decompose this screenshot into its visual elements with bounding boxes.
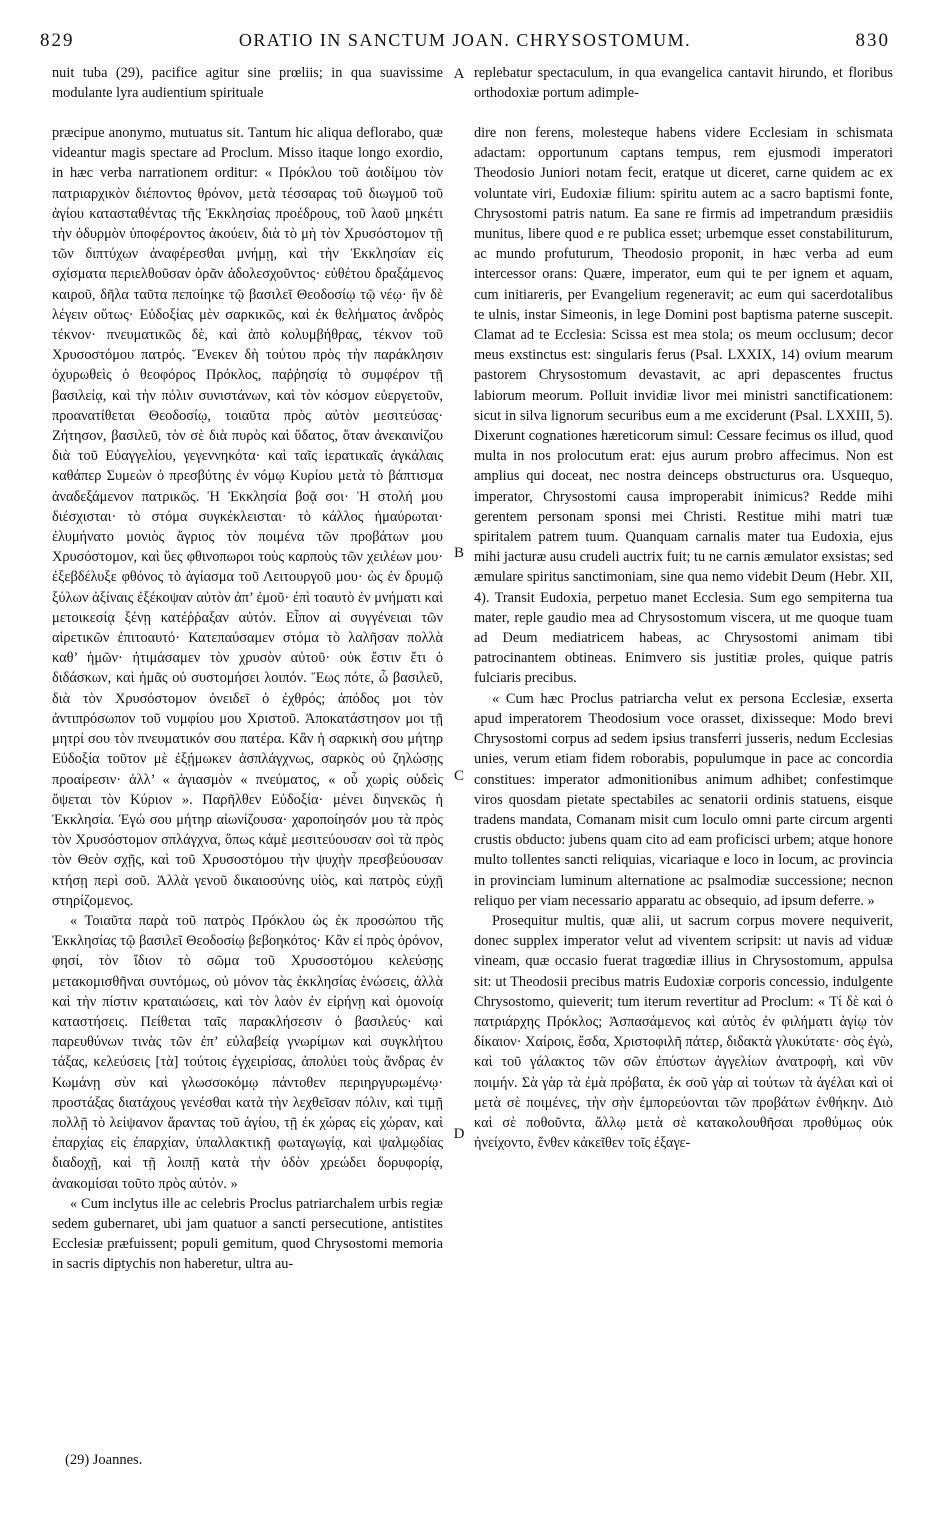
footnote: (29) Joannes. — [65, 1452, 143, 1468]
right-paragraph-2: « Cum hæc Proclus patriarcha velut ex persona Ecclesiæ, exserta apud imperatorem Theodosium voce orasset, dixisseque: Modo brevi Chrysostomi corpus ad sedem ipsius transferri jusseris, nedum Ecclesias unies, verum etiam fidem roborabis, populumque in pace ac concordia constitues: imperator admonitionibus animum adhibet; confestimque viros quosdam pietate spectabiles ac senatorii ordinis statuens, eisque tradens mandata, Comanam misit cum loculo omni parte circum argenti crustis obducto: jubens quam cito ad eam proficisci urbem; atque honore multo tollentes sancti reliquias, vicariaque e loco in locum, ac provincia in provinciam luminum alternatione ac psalmodiæ successione; necnon reliquo per viam necessario apparatu ac obsequio, ad ipsum deferre. » — [474, 690, 893, 909]
right-column — [474, 123, 893, 1153]
top-left-text — [52, 63, 443, 103]
top-left-paragraph: nuit tuba (29), pacifice agitur sine prœliis; in qua suavissime modulante lyra audientium spirituale — [52, 65, 443, 102]
left-paragraph-3: « Cum inclytus ille ac celebris Proclus patriarchalem urbis regiæ sedem gubernaret, ubi jam quatuor a sancti persecutione, antistites Ecclesiæ præfuissent; populi gemitum, quod Chrysostomi memoria in sacris diptychis non haberetur, ultra au- — [52, 1195, 443, 1273]
left-paragraph-1: præcipue anonymo, mutuatus sit. Tantum hic aliqua deflorabo, quæ videantur magis spectare ad Proclum. Misso itaque longo exordio, in hæc verba narrationem orditur: « Πρόκλου τοῦ ἀοιδίμου τὸν πατριαρχικὸν διέποντος θρόνον, μετὰ τέσσαρας τοῦ διωγμοῦ τοῦ ἁγίου κατασταθέντας τῆς Ἐκκλησίας προέδρους, τοῦ λαοῦ μηκέτι τὴν ὀδυρμὸν ὑποφέροντος ἀκούειν, διὰ τὸ μὴ τὸν Χρυσόστομον τῇ τῶν διπτύχων ἀναφέρεσθαι μνήμῃ, καὶ τὴν Ἐκκλησίαν εἰς σχίσματα περιελθοῦσαν ὁρᾶν ἀδολεσχοῦντος· εὐθέτου δραξάμενος καιροῦ, δῆλα ταῦτα πεποίηκε τῷ βασιλεῖ Θεοδοσίῳ τῷ νέῳ· ἣν δὲ λέγειν οὕτως· Εὐδοξίας μὲν σαρκικῶς, καὶ ἐκ θελήματος ἀνδρὸς τέκνον· πνευματικῶς δὲ, καὶ ἀπὸ κολυμβήθρας, τέκνον τοῦ Χρυσοστόμου πατρός. Ἕνεκεν δὴ τούτου πρὸς τὴν παράκλησιν ὀχυρωθεὶς ὁ θεοφόρος Πρόκλος, παῤῥησίᾳ τὸ συμφέρον τῇ βασιλείᾳ, καὶ τὴν πόλιν συνιστάνων, καὶ τὸν κόσμον εὐεργετοῦν, προανατίθεται Θεοδοσίῳ, τοιαῦτα πρὸς αὐτὸν μεσιτεύσας· Ζήτησον, βασιλεῦ, τὸν σὲ διὰ πυρὸς καὶ ὕδατος, ὅταν ἀνεκαινίζου διὰ τοῦ Εὐαγγελίου, γεγεννηκότα· καὶ ταῖς ἱερατικαῖς ἀγκάλαις καθάπερ Συμεὼν ὁ πρεσβύτης ἐν νόμῳ Κυρίου μετὰ τὸ βάπτισμα ἀναδεξάμενον πατρικῶς. Ἡ Ἐκκλησία βοᾷ σοι· Ἡ στολή μου διέσχισται· τὸ στόμα συγκέκλεισται· τὸ κάλλος ἠμαύρωται· ἐλυμήνατο μονιὸς ἄγριος τὸν ποιμένα τῶν προβάτων μου Χρυσόστομον, καὶ ὕες φθινοπωροι τοὺς καρποὺς τῶν χειλέων μου· ἐξεβδέλυξε φθόνος τὸ ἁγίασμα τοῦ Λειτουργοῦ μου· ὡς ἐν δρυμῷ ξύλων ἀξίναις ἐξέκοψαν αὐτὸν ἀπ’ ἐμοῦ· ἐπὶ τοαυτὸ ἐν μνήματι καὶ μετοικεσίᾳ ξένῃ κατέῤῥαξαν αὐτόν. Εἶπον αἱ συγγένειαι τῶν αἱρετικῶν ἐπιτοαυτό· Κατεπαύσαμεν στόμα τὸ λαλῆσαν πολλὰ καθ’ ἡμῶν· ἠτιμάσαμεν τὸν χρυσὸν αὐτοῦ· οὐκ ἔστιν ἔτι ὁ διδάσκων, καὶ ἡμᾶς οὐ συστομήσει λοιπόν. Ἕως πότε, ὦ βασιλεῦ, διὰ τὸν Χρυσόστομον ὀνειδεῖ ὁ ἐχθρός; ἀπόδος μοι τὸν ἀντιπρόσωπον τοῦ νυμφίου μου Χριστοῦ. Ἀποκατάστησον μοι τῇ μητρί σου τὸν πνευματικόν σου πατέρα. Κἂν ἡ σαρκικὴ σου μήτηρ Εὐδοξία τοῦτον μὲ ἐξῄμωκεν ἀσπλάγχνως, σαρκὸς οὐ ζηλώσῃς προαίρεσιν· ἀλλ’ « ἁγιασμὸν « πνεύματος, « οὗ χωρὶς οὐδεὶς ὄψεται τὸν Κύριον ». Παρῆλθεν Εὐδοξία· μένει διηνεκῶς ἡ Ἐκκλησία. Ἐγώ σου μήτηρ αἰωνίζουσα· χαροποίησόν μου τὰ πρὸς τὸν Χρυσόστομον σπλάγχνα, ὅπως κἀμὲ μεσιτεύουσαν σοὶ τὰ πρὸς τὸν Θεὸν σχῇς, καὶ τοῦ Χρυσοστόμου τὴν ψυχὴν πρεσβεύουσαν κτήσῃ περὶ σοῦ. Ἀλλὰ γενοῦ δικαιοσύνης υἱὸς, καὶ πατρὸς εὐχῇ στηρίζομενος. — [52, 125, 443, 909]
margin-marker-a: A — [453, 66, 465, 82]
margin-marker-b: B — [453, 545, 464, 561]
running-header — [40, 30, 890, 56]
right-paragraph-3: Prosequitur multis, quæ alii, ut sacrum corpus movere nequiverit, donec supplex imperator velut ad viventem scripsit: ut navis ad viduæ vineam, quæ occasio fuerat tragœdiæ illius in Chrysostomum, appulsa sit: ut Theodosii precibus matris Eudoxiæ corporis concessio, indulgente Chrysostomo, quieverit; tum iterum revertitur ad Proclum: « Τί δὲ καὶ ὁ πατριάρχης Πρόκλος; Ἀσπασάμενος καὶ αὐτὸς ἐν φιλήματι ἁγίῳ τὸν δίκαιον· Χαίροις, ἔσδα, Χριστοφιλῆ πάτερ, διδακτὰ γλυκύτατε· σὸς ἐγὼ, καὶ τοῦ γάλακτος τῶν σῶν ἐπύστων ἀγγελίων ἀνατροφὴ, καὶ νῦν ποιμήν. Σὰ γὰρ τὰ ἐμὰ πρόβατα, ἐκ σοῦ γὰρ αἱ τούτων τὰ ἀγέλαι καὶ οἱ μετὰ σὲ ποιμένες, τὴν σὴν ἐμπορεύονται τῶν προβάτων ἐνθήκην. Διὸ καὶ σὲ ποθοῦντα, ἄλλῳ μετὰ σὲ κατακολουθῆσαι προθύμως οὐκ ἠνείχοντο, ἔνθεν κἀκεῖθεν τοῖς ἐξαγε- — [474, 912, 893, 1152]
right-paragraph-1: dire non ferens, molesteque habens videre Ecclesiam in schismata adactam: opportunum captans tempus, rem ejusmodi imperatori Theodosio Juniori notam fecit, eratque ut diceret, carne quidem ac ex voluntate viri, Eudoxiæ filium: spiritu autem ac a sacro baptismi fonte, Chrysostomi patris natum. Ea sane re firmis ad impetrandum præsidiis munitus, libere quod e re publica esset; urbemque esset constabiliturum, ac mundo profuturum, Theodosio proponit, in hæc verba ad eum intercessor orans: Quære, imperator, eum qui te per ignem et aquam, cum initiareris, per Evangelium regeneravit; ac eum qui sacerdotalibus te ulnis, instar Simeonis, in lege Domini post baptisma paterne suscepit. Clamat ad te Ecclesia: Scissa est mea stola; os meum occlusum; decor meus exstinctus est: singularis ferus (Psal. LXXIX, 14) ovium mearum pastorem Chrysostomum devastavit, ac apri depascentes fructus labiorum meorum. Polluit invidiæ livor mei ministri sanctificationem: sicut in silva lignorum securibus eum a me exciderunt (Psal. LXXIII, 5). Dixerunt cognationes hæreticorum simul: Cessare fecimus os illud, quod multa in nos prolocutum erat: ejus aurum probro affecimus. Non est amplius qui doceat, nec nostra deinceps obstructurus ora. Usquequo, imperator, Chrysostomi causa improperabit inimicus? Redde mihi gerentem personam sponsi mei Christi. Restitue mihi matri tuæ spiritalem patrem tuum. Quanquam carnalis mater tua Eudoxia, ejus mihi jacturæ ausu crudeli auctrix fuit; tu ne carnis æmulator exsistas; sed æmulare spiritus sanctimoniam, sine qua nemo videbit Deum (Hebr. XII, 4). Transit Eudoxia, perpetuo manet Ecclesia. Sum ego sempiterna tua mater, reple gaudio mea ad Chrysostomum viscera, ut me quoque tuam ad Deum mediatricem habeas, ac Chrysostomi animam tibi patrocinantem obtineas. Enimvero sis justitiæ proles, quique patris fulciaris precibus. — [474, 125, 893, 687]
page-number-right: 830 — [855, 30, 890, 51]
margin-marker-c: C — [453, 768, 464, 784]
margin-marker-d: D — [453, 1126, 465, 1142]
top-right-text — [474, 63, 893, 103]
left-paragraph-2: « Τοιαῦτα παρὰ τοῦ πατρὸς Πρόκλου ὡς ἐκ προσώπου τῆς Ἐκκλησίας τῷ βασιλεῖ Θεοδοσίῳ βεβοηκότος· Κἂν εἰ πρὸς ὀρόνον, φησί, τὸν ἴδιον τὸ σῶμα τοῦ Χρυσοστόμου κελεύσῃς μετακομισθῆναι συντόμως, οὐ μόνον τὰς ἐκκλησίας ἑνώσεις, ἀλλὰ καὶ τὴν πίστιν κραταιώσεις, καὶ τὸν λαὸν ἐν εἰρήνῃ καὶ ὁμονοίᾳ καταστήσεις. Πείθεται ταῖς παρακλήσεσιν ὁ βασιλεύς· καὶ παρευθύνων τινὰς τῶν ἐπ’ εὐλαβείᾳ γνωρίμων καὶ συγκλήτου τάξας, κελεύσεις [τὰ] τούτοις ἐγχειρίσας, ἀπολύει τοὺς ἄνδρας ἐν Κωμάνῃ σὺν καὶ γλωσσοκόμῳ πάντοθεν περιηργυρωμένῳ· προστάξας διατάχους γενέσθαι κατὰ τὴν λεχθεῖσαν πόλιν, καὶ τιμῇ πολλῇ τὸ λείψανον ἄραντας τοῦ ἁγίου, τῇ ἐκ χώρας εἰς χώραν, καὶ ἐπαρχίας εἰς ἐπαρχίαν, ὑπαλλακτικῇ φωταγωγίᾳ, καὶ ψαλμῳδίας διαδοχῇ, καὶ τῇ λοιπῇ κατὰ τὴν ὁδὸν χρεώδει δορυφορίᾳ, ἀνακομίσαι τοῦτο πρὸς αὐτόν. » — [52, 912, 443, 1192]
top-right-paragraph: replebatur spectaculum, in qua evangelica cantavit hirundo, et floribus orthodoxiæ portum adimple- — [474, 65, 893, 102]
left-column — [52, 123, 443, 1275]
running-title: ORATIO IN SANCTUM JOAN. CHRYSOSTOMUM. — [238, 30, 692, 50]
page-number-left: 829 — [40, 30, 75, 51]
